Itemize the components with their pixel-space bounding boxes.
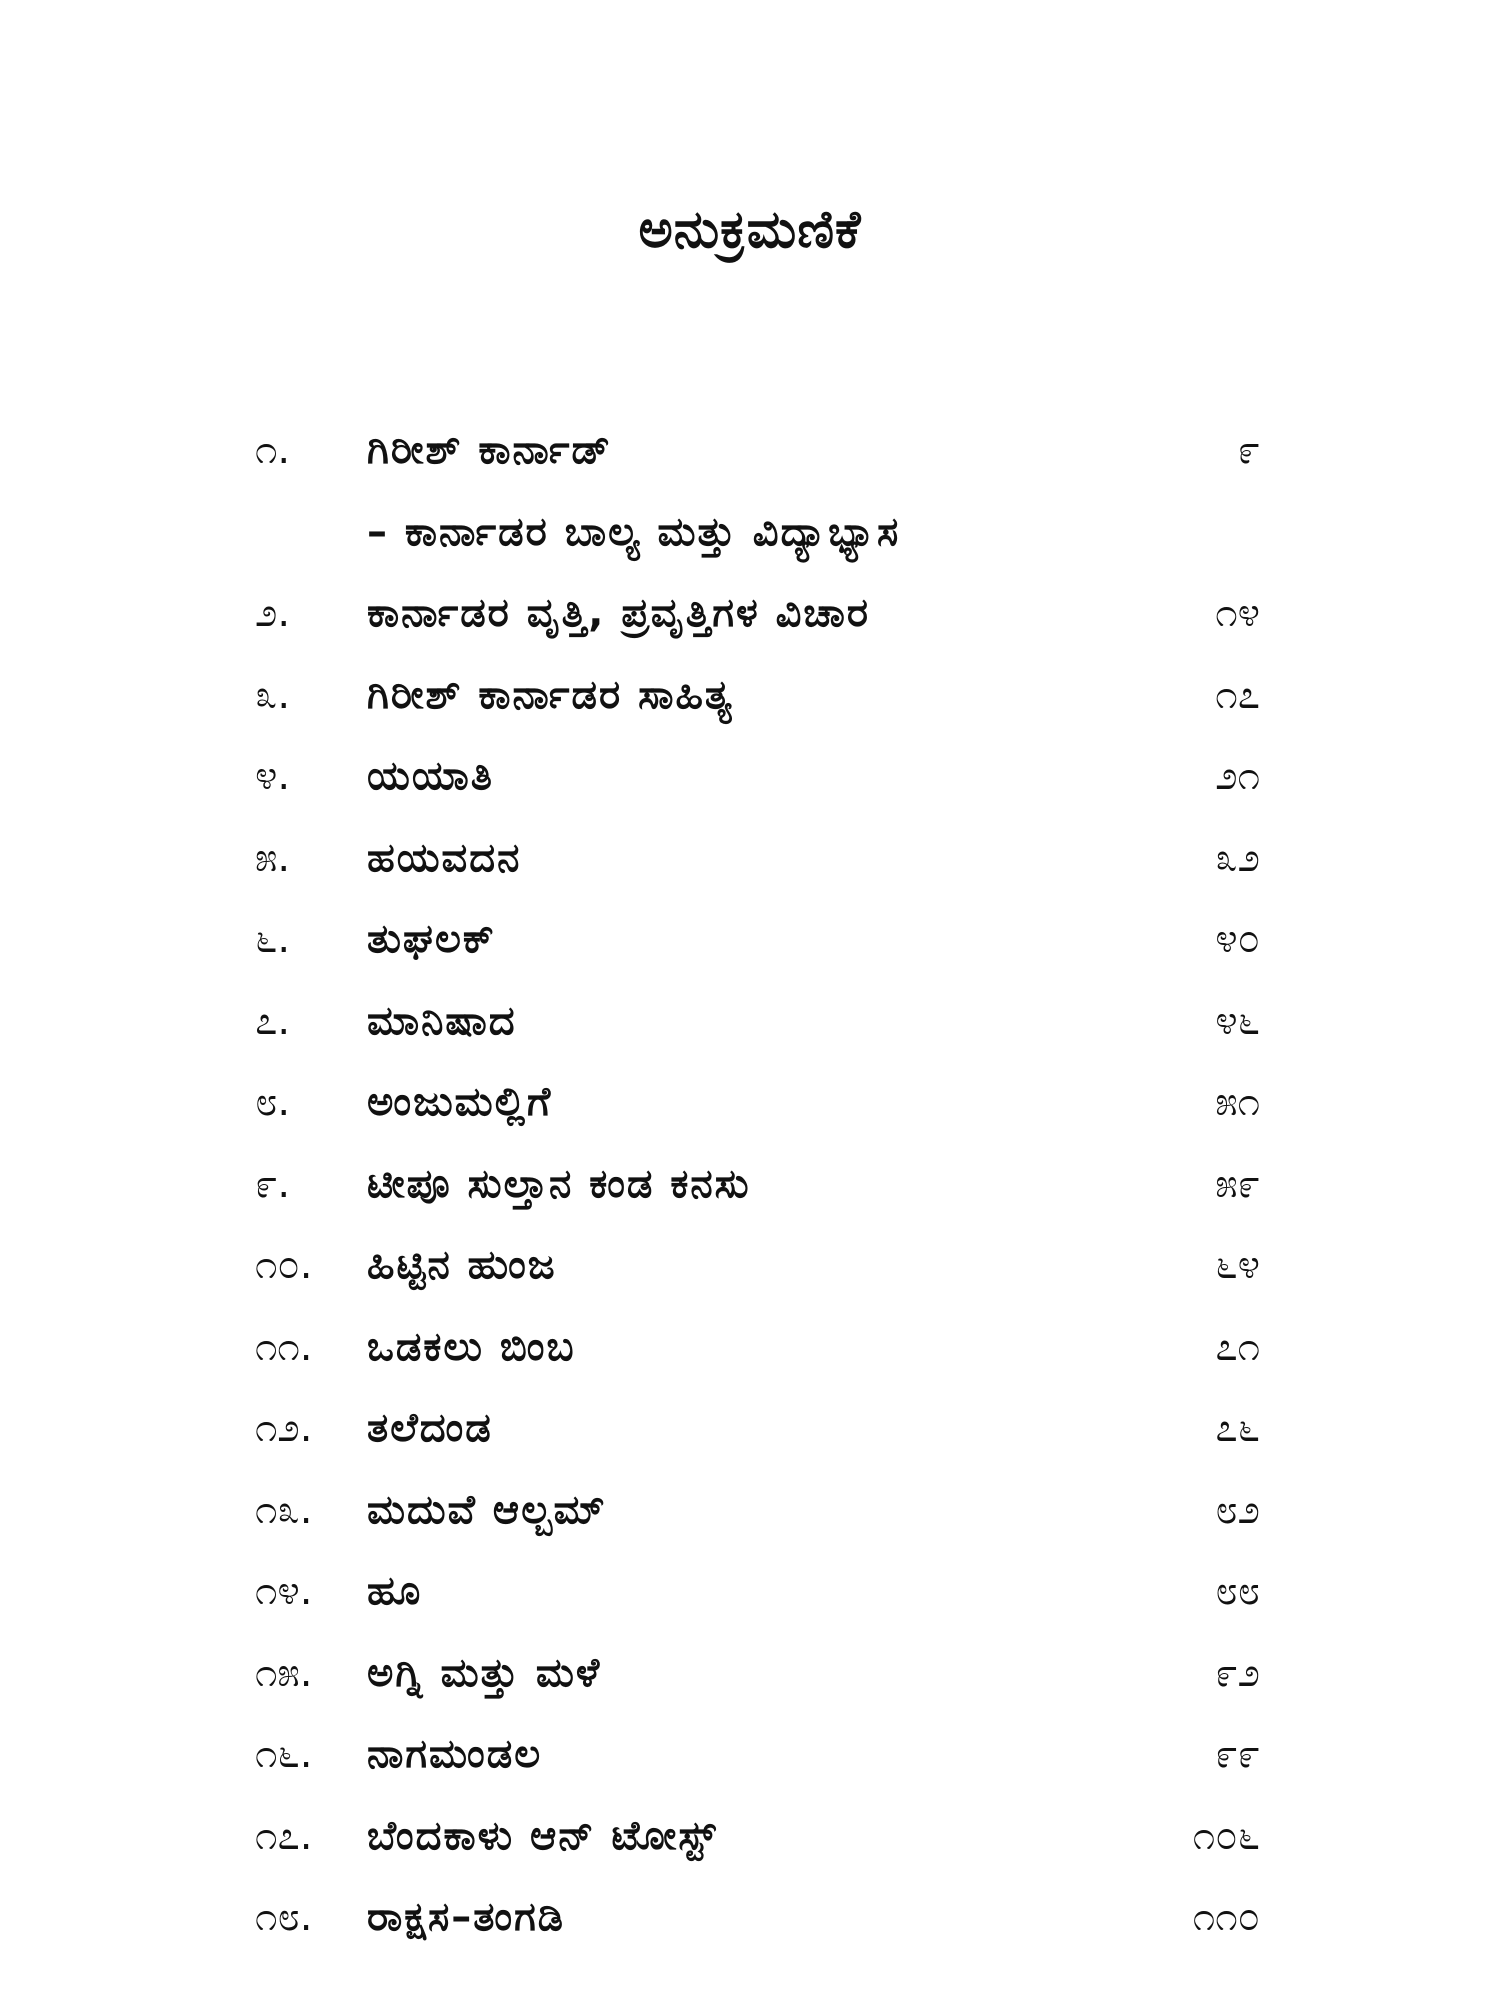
toc-row bbox=[255, 1643, 1260, 1725]
toc-row bbox=[255, 420, 1260, 502]
entry-title: ಮಾನಿಷಾದ bbox=[367, 997, 517, 1044]
entry-number: ೭. bbox=[255, 997, 291, 1044]
entry-number: ೨. bbox=[255, 590, 291, 636]
entry-page: ೧೭ bbox=[1215, 671, 1260, 718]
entry-title: ಬೆಂದಕಾಳು ಆನ್ ಟೋಸ್ಟ್ bbox=[367, 1812, 718, 1859]
entry-number: ೧೮. bbox=[255, 1894, 313, 1940]
entry-number: ೪. bbox=[255, 753, 291, 799]
entry-number: ೧೦. bbox=[255, 1242, 313, 1288]
entry-page: ೭೬ bbox=[1215, 1405, 1260, 1451]
entry-number: ೩. bbox=[255, 671, 291, 718]
entry-title: ಹೂ bbox=[367, 1568, 423, 1614]
entry-title: ಟೀಪೂ ಸುಲ್ತಾನ ಕಂಡ ಕನಸು bbox=[367, 1160, 751, 1207]
toc-row bbox=[255, 1887, 1260, 1969]
entry-page: ೪೬ bbox=[1215, 997, 1260, 1044]
entry-page: ೧೦೬ bbox=[1192, 1812, 1260, 1859]
toc-row bbox=[255, 909, 1260, 991]
entry-number: ೧೨. bbox=[255, 1405, 313, 1451]
toc-row bbox=[255, 502, 1260, 584]
entry-title: ಅಂಜುಮಲ್ಲಿಗೆ bbox=[367, 1079, 553, 1125]
entry-number: ೬. bbox=[255, 916, 291, 962]
toc-row bbox=[255, 828, 1260, 910]
entry-number: ೧೭. bbox=[255, 1812, 313, 1859]
toc-row bbox=[255, 1480, 1260, 1562]
entry-page: ೫೯ bbox=[1215, 1160, 1260, 1207]
entry-title: ರಾಕ್ಷಸ–ತಂಗಡಿ bbox=[367, 1894, 565, 1940]
entry-page: ೮೮ bbox=[1215, 1568, 1260, 1614]
entry-page: ೧೧೦ bbox=[1192, 1894, 1260, 1940]
toc-row bbox=[255, 1317, 1260, 1399]
entry-number: ೧೪. bbox=[255, 1568, 313, 1614]
toc-row bbox=[255, 583, 1260, 665]
entry-title: – ಕಾರ್ನಾಡರ ಬಾಲ್ಯ ಮತ್ತು ವಿದ್ಯಾಭ್ಯಾಸ bbox=[367, 508, 901, 555]
entry-title: ಮದುವೆ ಆಲ್ಬಮ್ bbox=[367, 1486, 607, 1533]
entry-page: ೭೧ bbox=[1215, 1323, 1260, 1370]
entry-title: ಕಾರ್ನಾಡರ ವೃತ್ತಿ, ಪ್ರವೃತ್ತಿಗಳ ವಿಚಾರ bbox=[367, 590, 871, 636]
entry-number: ೮. bbox=[255, 1079, 291, 1125]
toc-row bbox=[255, 746, 1260, 828]
entry-number: ೧. bbox=[255, 427, 291, 473]
toc-row bbox=[255, 1806, 1260, 1888]
entry-title: ಹಯವದನ bbox=[367, 834, 522, 881]
entry-number: ೫. bbox=[255, 834, 291, 881]
toc-row bbox=[255, 1154, 1260, 1236]
page-title: ಅನುಕ್ರಮಣಿಕೆ bbox=[638, 200, 862, 260]
toc-row bbox=[255, 1561, 1260, 1643]
entry-number: ೧೬. bbox=[255, 1731, 313, 1777]
entry-page: ೨೧ bbox=[1215, 753, 1260, 799]
toc-row bbox=[255, 1235, 1260, 1317]
table-of-contents bbox=[255, 420, 1260, 1969]
toc-row bbox=[255, 1398, 1260, 1480]
entry-page: ೩೨ bbox=[1215, 834, 1260, 881]
entry-number: ೧೫. bbox=[255, 1649, 313, 1696]
entry-title: ಯಯಾತಿ bbox=[367, 753, 494, 799]
entry-page: ೯ bbox=[1237, 427, 1260, 473]
entry-title: ತಲೆದಂಡ bbox=[367, 1405, 493, 1451]
entry-page: ೮೨ bbox=[1215, 1486, 1260, 1533]
entry-number: ೧೧. bbox=[255, 1323, 313, 1370]
entry-page: ೪೦ bbox=[1215, 916, 1260, 962]
entry-number: ೧೩. bbox=[255, 1486, 313, 1533]
entry-title: ಗಿರೀಶ್ ಕಾರ್ನಾಡ್ bbox=[367, 427, 612, 473]
entry-page: ೯೨ bbox=[1215, 1649, 1260, 1696]
toc-row bbox=[255, 1072, 1260, 1154]
toc-row bbox=[255, 1724, 1260, 1806]
entry-page: ೧೪ bbox=[1215, 590, 1260, 636]
entry-page: ೯೯ bbox=[1215, 1731, 1260, 1777]
entry-title: ನಾಗಮಂಡಲ bbox=[367, 1731, 543, 1777]
entry-title: ಹಿಟ್ಟಿನ ಹುಂಜ bbox=[367, 1242, 557, 1288]
entry-title: ಒಡಕಲು ಬಿಂಬ bbox=[367, 1323, 576, 1370]
toc-row bbox=[255, 991, 1260, 1073]
toc-row bbox=[255, 665, 1260, 747]
entry-title: ತುಘಲಕ್ bbox=[367, 916, 496, 962]
entry-title: ಗಿರೀಶ್ ಕಾರ್ನಾಡರ ಸಾಹಿತ್ಯ bbox=[367, 671, 734, 718]
entry-page: ೬೪ bbox=[1215, 1242, 1260, 1288]
entry-page: ೫೧ bbox=[1215, 1079, 1260, 1125]
entry-number: ೯. bbox=[255, 1160, 291, 1207]
entry-title: ಅಗ್ನಿ ಮತ್ತು ಮಳೆ bbox=[367, 1649, 602, 1696]
